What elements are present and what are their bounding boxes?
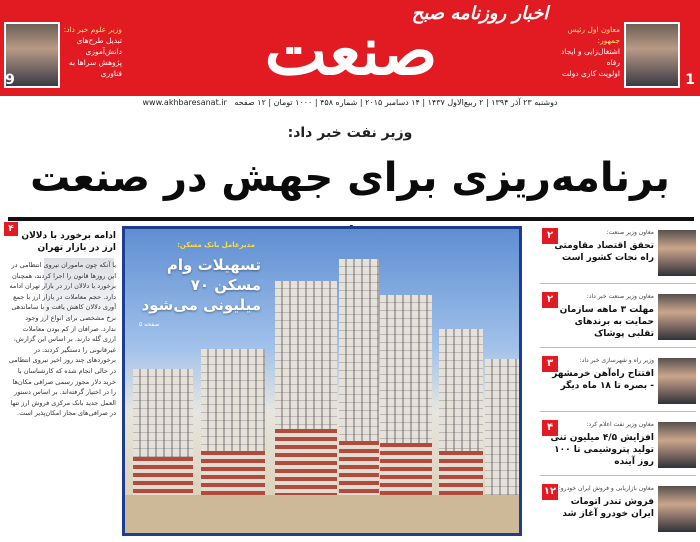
lead-headline[interactable]: برنامه‌ریزی برای جهش در صنعت bbox=[30, 155, 670, 201]
rail-headline[interactable]: مهلت ۳ ماهه سازمان حمایت به برندهای تقلبی پوشاک bbox=[559, 305, 654, 339]
portrait-photo bbox=[658, 486, 696, 532]
portrait-photo bbox=[658, 422, 696, 468]
photo-headline[interactable]: تسهیلات وام مسکن ۷۰ میلیونی می‌شود bbox=[141, 256, 261, 314]
logo-subtitle: اخبار روزنامه صبح bbox=[411, 3, 549, 24]
page-number-right: 1 bbox=[685, 72, 695, 88]
page-badge: ۲ bbox=[542, 228, 558, 244]
rail-item[interactable] bbox=[540, 352, 696, 412]
story-title[interactable]: ادامه برخورد با دلالان ارز در بازار تهران bbox=[21, 231, 116, 253]
rail-headline[interactable]: فروش تندر اتومات ایران خودرو آغاز شد bbox=[562, 497, 654, 519]
rail-item[interactable] bbox=[540, 416, 696, 476]
page-badge: ۴ bbox=[542, 420, 558, 436]
rail-kicker: معاون وزیر صنعت: bbox=[606, 229, 654, 236]
right-rail bbox=[540, 224, 696, 538]
ground bbox=[125, 495, 519, 533]
edition-info: دوشنبه ۲۳ آذر ۱۳۹۴ | ۲ ربیع‌الاول ۱۴۳۷ | ۱۴ دسامبر ۲۰۱۵ | شماره ۴۵۸ | ۱۰۰۰ تومان | ۱۲ صفحه www.akhbaresanat.ir bbox=[142, 98, 558, 107]
rail-item[interactable] bbox=[540, 480, 696, 540]
website-url[interactable]: www.akhbaresanat.ir bbox=[142, 98, 227, 107]
rail-headline[interactable]: افتتاح راه‌آهن خرمشهر - بصره تا ۱۸ ماه دیگر bbox=[552, 369, 654, 391]
photo-kicker: مدیرعامل بانک مسکن: bbox=[177, 241, 255, 249]
lead-kicker: وزیر نفت خبر داد: bbox=[287, 125, 413, 141]
rail-kicker: معاون بازاریابی و فروش ایران خودرو: bbox=[558, 485, 654, 492]
photo-page-ref: صفحه ۵ bbox=[139, 321, 160, 328]
portrait-photo bbox=[658, 230, 696, 276]
page-number-left: 9 bbox=[5, 72, 15, 88]
rail-kicker: وزیر راه و شهرسازی خبر داد: bbox=[579, 357, 654, 364]
promo-caption: معاون اول رئیس جمهور: اشتغال‌زایی و ایجاد رفاه اولویت کاری دولت bbox=[560, 25, 620, 78]
portrait-photo bbox=[624, 22, 680, 88]
promo-caption: وزیر علوم خبر داد: تبدیل طرح‌های دانش‌آموزی پژوهش سراها به فناوری bbox=[63, 25, 122, 78]
page-badge: ۳ bbox=[542, 356, 558, 372]
masthead-promo-right[interactable] bbox=[560, 22, 688, 92]
newspaper-logo[interactable]: صنعت bbox=[264, 12, 438, 90]
page-badge: ۴ bbox=[4, 222, 18, 236]
rail-headline[interactable]: افزایش ۴/۵ میلیون تنی تولید پتروشیمی تا ۱۰۰ روز آینده bbox=[550, 433, 654, 467]
photo-story[interactable] bbox=[122, 226, 522, 536]
masthead-promo-left[interactable] bbox=[4, 22, 122, 92]
rail-item[interactable] bbox=[540, 224, 696, 284]
section-divider bbox=[8, 217, 694, 221]
page-badge: ۲ bbox=[542, 292, 558, 308]
portrait-photo bbox=[658, 358, 696, 404]
rail-kicker: معاون وزیر صنعت خبر داد: bbox=[586, 293, 654, 300]
page-badge: ۱۲ bbox=[542, 484, 558, 500]
rail-kicker: معاون وزیر نفت اعلام کرد: bbox=[586, 421, 654, 428]
story-body: با آنکه چون ماموران نیروی انتظامی در این روزها قانون را اجرا کردند، همچنان برخورد با دلالان ارز در بازار تهران ادامه دارد. حجم معاملات در بازار ارز با جمع آوری دلالان کاهش یافت و با ساماندهی نرخ مشخصی برای انواع ارز وجود ندارد. صرافان از کم بودن معاملات ارزی گله دارند. بر اساس این گزارش، غیرقانونی را دستگیر کردند. در برخوردهای چند روز اخیر نیروی انتظامی در حالی انجام شده که کارشناسان با خرید دلار مجوز رسمی صرافی مکان‌ها را در اختیار گرفته‌اند. بر اساس دستور العمل جدید بانک مرکزی فروش ارز تنها در صرافی‌های مجاز امکان‌پذیر است. bbox=[8, 261, 116, 418]
masthead bbox=[0, 0, 700, 96]
rail-item[interactable] bbox=[540, 288, 696, 348]
rail-headline[interactable]: تحقق اقتصاد مقاومتی راه نجات کشور است bbox=[554, 241, 654, 263]
left-column-story[interactable] bbox=[4, 222, 116, 538]
portrait-photo bbox=[658, 294, 696, 340]
